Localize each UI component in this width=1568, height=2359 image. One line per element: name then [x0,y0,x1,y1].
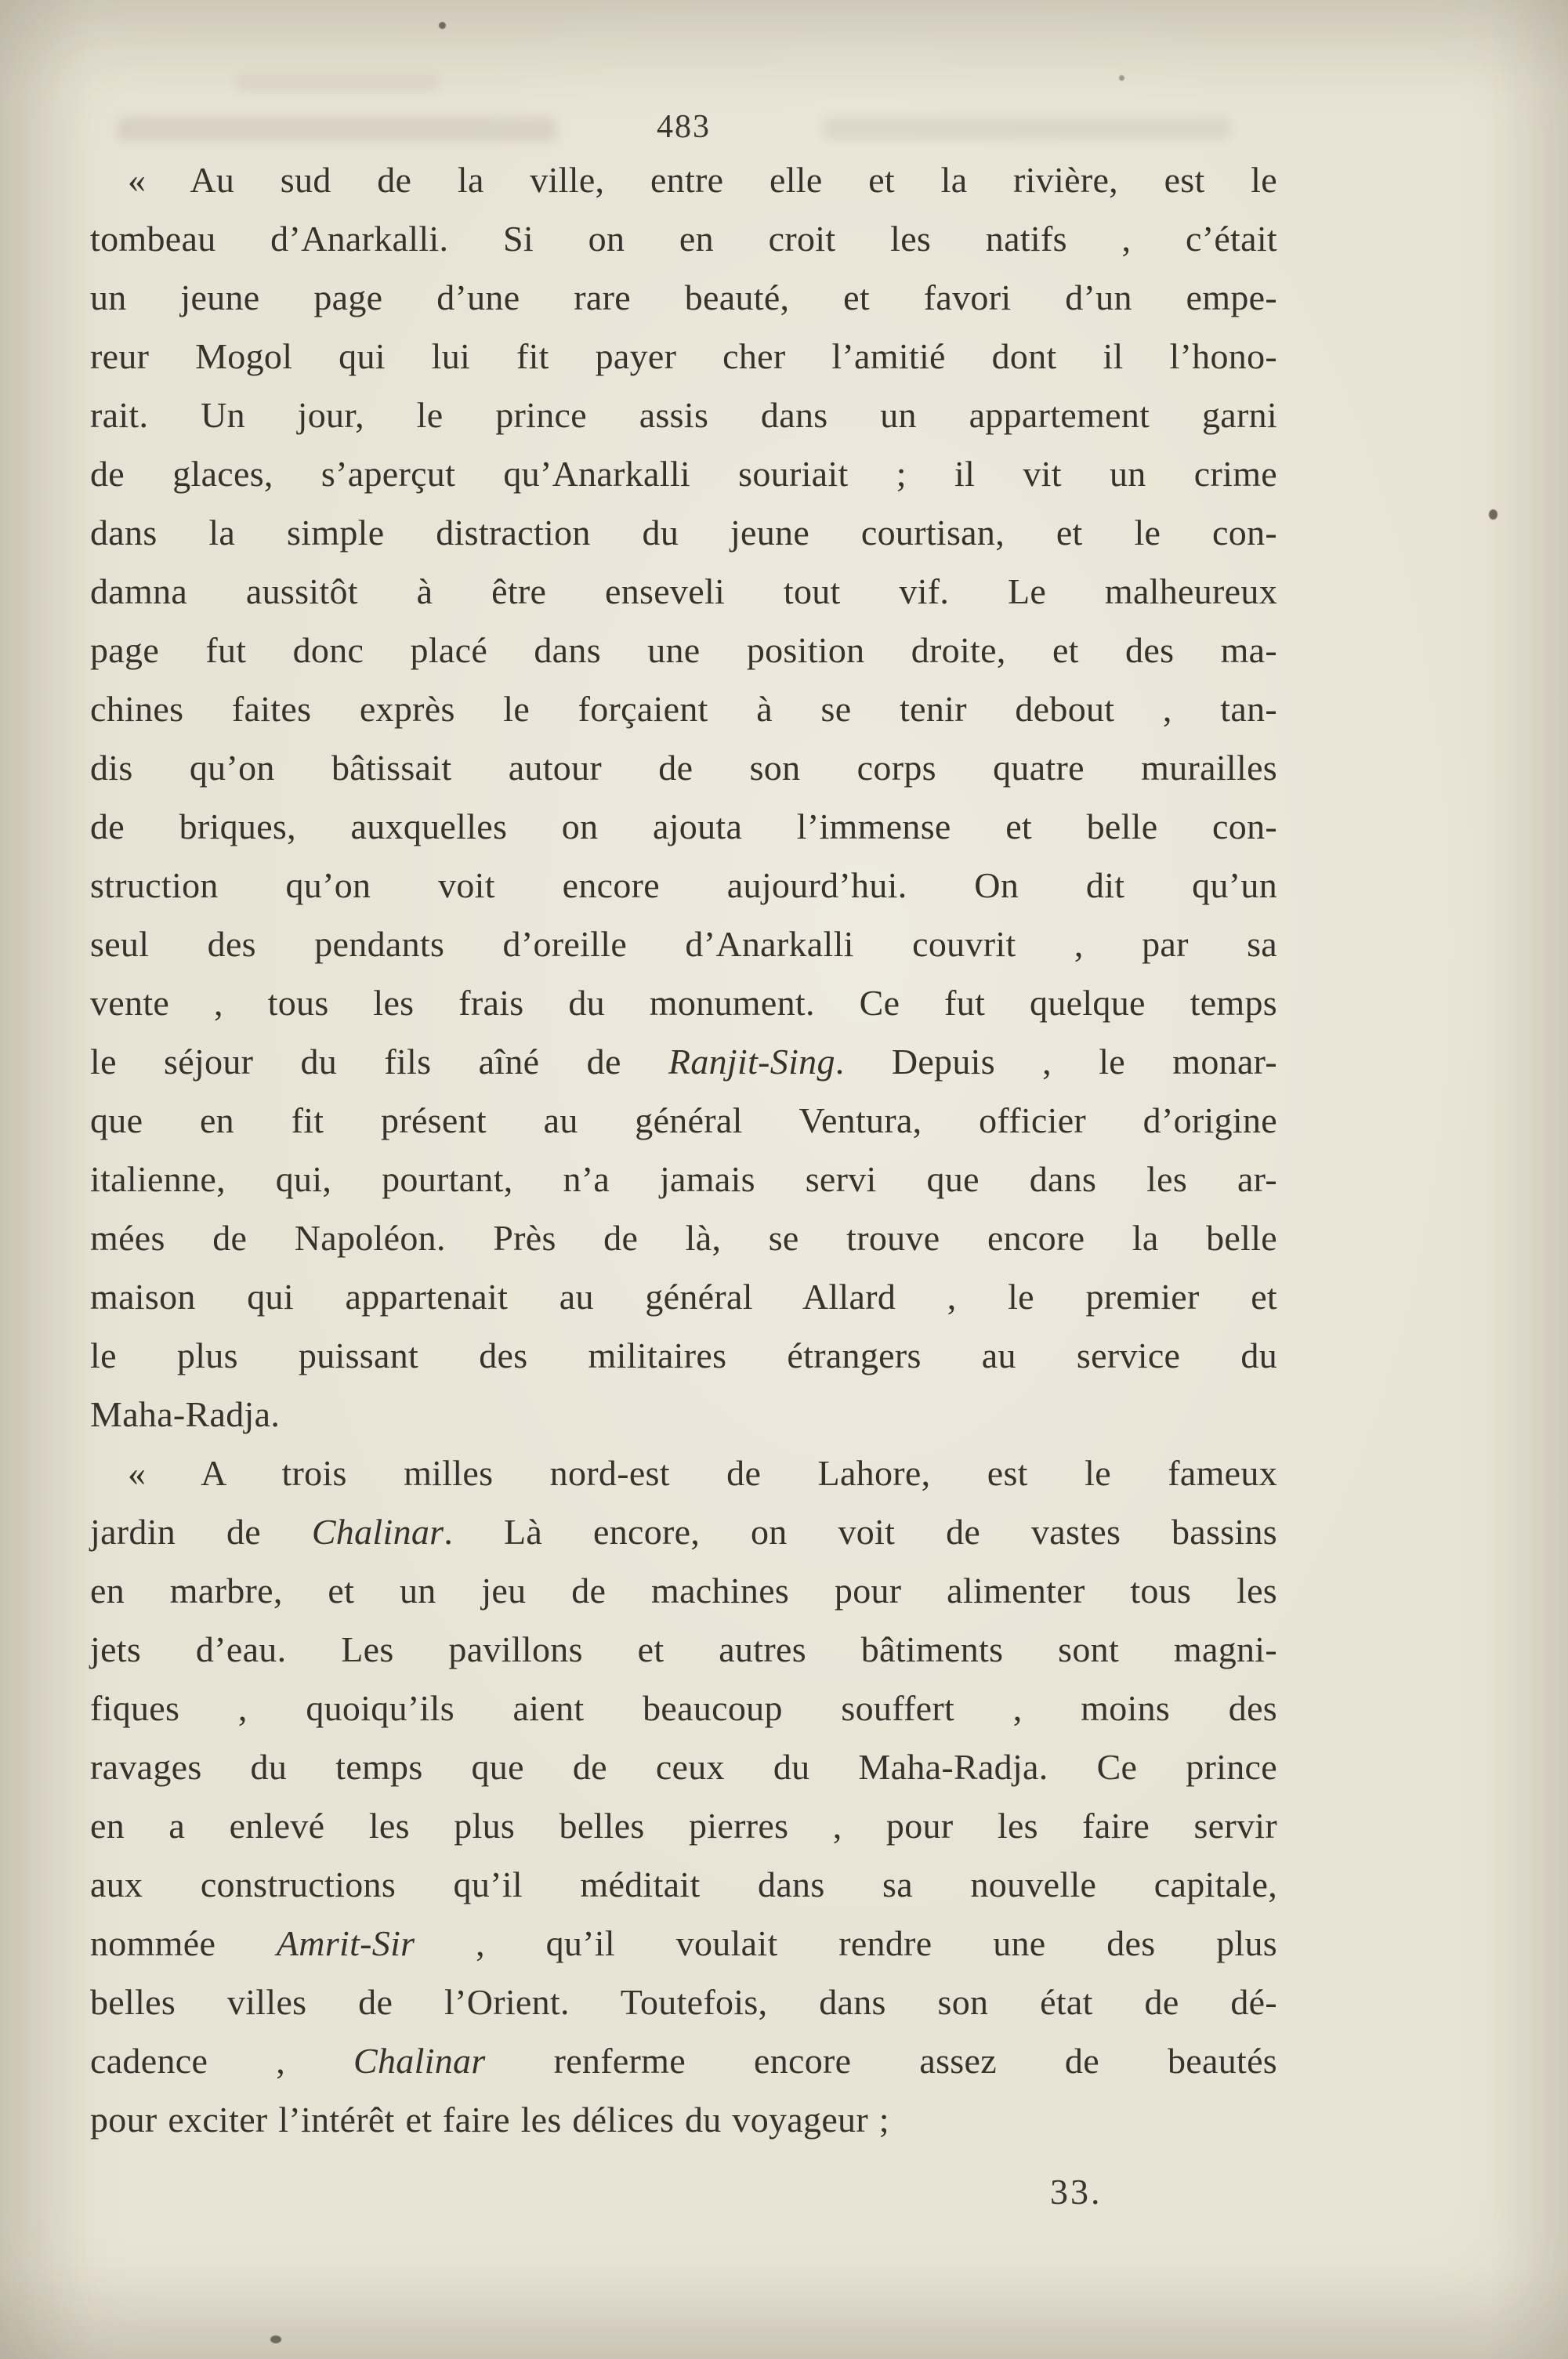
text-segment: « A trois milles nord-est de Lahore, est le fameux [128,1453,1277,1493]
text-segment: nommée [90,1923,277,1963]
text-line [90,1326,1277,1385]
text-segment: vente , tous les frais du monument. Ce fut quelque temps [90,983,1277,1023]
text-segment: belles villes de l’Orient. Toutefois, dans son état de dé- [90,1982,1277,2022]
text-line [90,856,1277,915]
text-line [90,1502,1277,1561]
text-segment: reur Mogol qui lui fit payer cher l’amitié dont il l’hono- [90,336,1277,376]
text-segment: damna aussitôt à être enseveli tout vif. Le malheureux [90,571,1277,611]
bleed-through-smudge [235,74,439,92]
text-line [90,1385,1277,1444]
text-line [90,1444,1277,1502]
text-line [90,209,1277,268]
text-line [90,738,1277,797]
text-line [90,1091,1277,1150]
page-number: 483 [657,109,711,145]
text-line [90,679,1277,738]
text-segment: mées de Napoléon. Près de là, se trouve encore la belle [90,1218,1277,1258]
text-line [90,562,1277,621]
paper-speck [439,22,446,29]
text-segment: . Depuis , le monar- [835,1042,1277,1082]
italic-text-segment: Chalinar [353,2041,486,2081]
paper-speck [1489,509,1497,520]
text-line [90,1267,1277,1326]
text-line [90,915,1277,973]
text-segment: . Là encore, on voit de vastes bassins [444,1512,1278,1552]
text-line [90,1150,1277,1208]
text-line [90,150,1277,209]
text-segment: italienne, qui, pourtant, n’a jamais servi que dans les ar- [90,1159,1277,1199]
text-line [90,973,1277,1032]
text-segment: un jeune page d’une rare beauté, et favori d’un empe- [90,277,1277,317]
text-segment: rait. Un jour, le prince assis dans un appartement garni [90,395,1277,435]
text-line [90,1738,1277,1796]
italic-text-segment: Chalinar [311,1512,444,1552]
text-segment: maison qui appartenait au général Allard , le premier et [90,1277,1277,1317]
text-segment: page fut donc placé dans une position droite, et des ma- [90,630,1277,670]
text-line [90,621,1277,679]
text-line [90,1561,1277,1620]
text-segment: de glaces, s’aperçut qu’Anarkalli souriait ; il vit un crime [90,454,1277,494]
text-line [90,1855,1277,1914]
text-line [90,2090,1277,2149]
text-line [90,327,1277,386]
paper-speck [270,2335,281,2343]
text-segment: dis qu’on bâtissait autour de son corps quatre murailles [90,748,1277,788]
text-line [90,444,1277,503]
signature-mark: 33. [1050,2172,1103,2212]
text-line [90,503,1277,562]
text-segment: cadence , [90,2041,354,2081]
text-segment: tombeau d’Anarkalli. Si on en croit les natifs , c’était [90,219,1277,259]
text-line [90,1679,1277,1738]
text-segment: aux constructions qu’il méditait dans sa nouvelle capitale, [90,1864,1277,1904]
text-segment: de briques, auxquelles on ajouta l’immense et belle con- [90,806,1277,846]
text-line [90,797,1277,856]
text-segment: le plus puissant des militaires étrangers au service du [90,1335,1277,1375]
text-segment: que en fit présent au général Ventura, officier d’origine [90,1100,1277,1140]
text-segment: Maha-Radja. [90,1394,281,1434]
text-line [90,268,1277,327]
text-segment: , qu’il voulait rendre une des plus [415,1923,1278,1963]
text-line [90,2031,1277,2090]
text-segment: ravages du temps que de ceux du Maha-Radja. Ce prince [90,1747,1277,1787]
text-line [90,1208,1277,1267]
italic-text-segment: Amrit-Sir [276,1923,415,1963]
text-segment: « Au sud de la ville, entre elle et la rivière, est le [128,160,1277,200]
text-line [90,1620,1277,1679]
text-line [90,1796,1277,1855]
text-line [90,1032,1277,1091]
text-segment: le séjour du fils aîné de [90,1042,668,1082]
text-segment: pour exciter l’intérêt et faire les délices du voyageur ; [90,2100,889,2140]
italic-text-segment: Ranjit-Sing [668,1042,835,1082]
text-segment: struction qu’on voit encore aujourd’hui. On dit qu’un [90,865,1277,905]
text-segment: seul des pendants d’oreille d’Anarkalli couvrit , par sa [90,924,1277,964]
text-segment: en a enlevé les plus belles pierres , pour les faire servir [90,1806,1277,1846]
text-line [90,1914,1277,1973]
paragraph [90,1444,1277,2149]
text-segment: jets d’eau. Les pavillons et autres bâtiments sont magni- [90,1629,1277,1669]
paper-speck [1119,75,1124,81]
text-segment: jardin de [90,1512,312,1552]
text-block [90,150,1277,2149]
text-segment: chines faites exprès le forçaient à se tenir debout , tan- [90,689,1277,729]
text-segment: renferme encore assez de beautés [485,2041,1277,2081]
text-line [90,1973,1277,2031]
paragraph [90,150,1277,1444]
text-segment: en marbre, et un jeu de machines pour alimenter tous les [90,1571,1277,1611]
text-line [90,386,1277,444]
text-segment: dans la simple distraction du jeune courtisan, et le con- [90,513,1277,553]
text-segment: fiques , quoiqu’ils aient beaucoup souffert , moins des [90,1688,1277,1728]
